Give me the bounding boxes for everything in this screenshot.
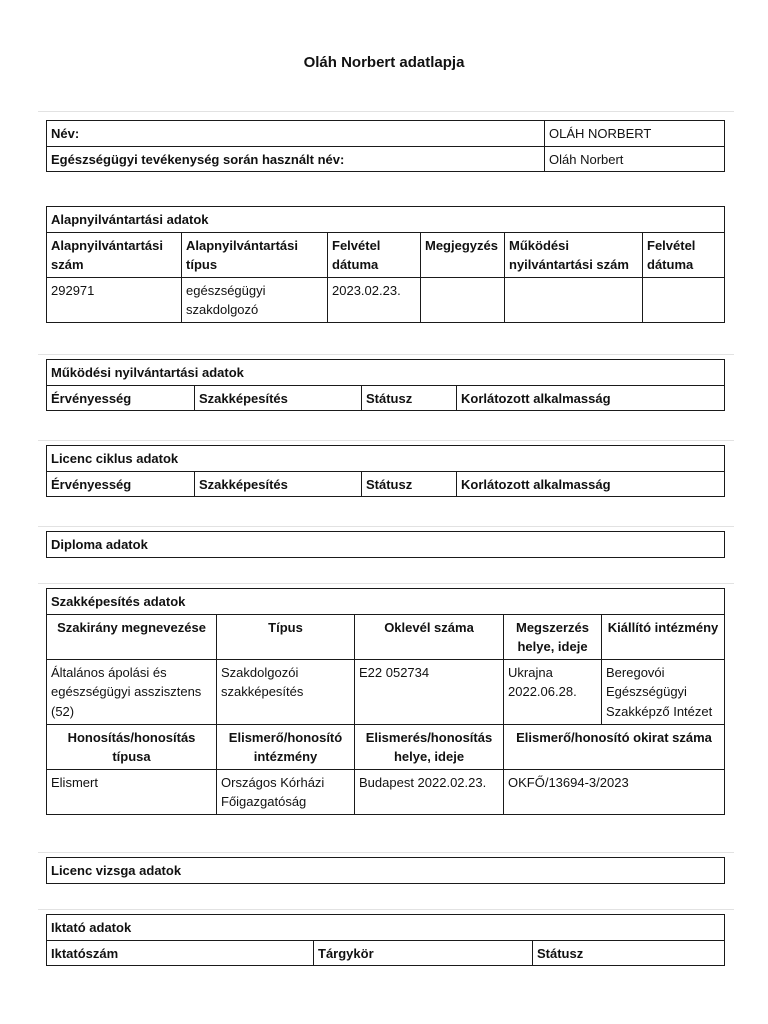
column-header: Iktatószám: [47, 940, 314, 966]
used-name-value: Oláh Norbert: [545, 146, 725, 172]
section-divider: [38, 111, 734, 112]
column-header: Működési nyilvántartási szám: [505, 232, 643, 277]
column-header: Honosítás/honosítás típusa: [47, 724, 217, 769]
basic-registry-table: [46, 206, 725, 323]
filing-heading: Iktató adatok: [47, 915, 725, 941]
section-divider: [38, 354, 734, 355]
column-header: Elismerés/honosítás helye, ideje: [355, 724, 504, 769]
table-cell: [505, 277, 643, 322]
column-header: Alapnyilvántartási szám: [47, 232, 182, 277]
column-header: Felvétel dátuma: [643, 232, 725, 277]
column-header: Elismerő/honosító okirat száma: [504, 724, 725, 769]
table-cell: Országos Kórházi Főigazgatóság: [217, 769, 355, 814]
column-header: Oklevél száma: [355, 614, 504, 659]
table-cell: 292971: [47, 277, 182, 322]
license-cycle-table: [46, 445, 725, 497]
column-header: Státusz: [362, 471, 457, 497]
column-header: Tárgykör: [314, 940, 533, 966]
qualification-heading: Szakképesítés adatok: [47, 589, 725, 615]
column-header: Szakképesítés: [195, 471, 362, 497]
section-divider: [38, 852, 734, 853]
table-cell: 2023.02.23.: [328, 277, 421, 322]
column-header: Alapnyilvántartási típus: [182, 232, 328, 277]
table-cell: Elismert: [47, 769, 217, 814]
table-cell: egészségügyi szakdolgozó: [182, 277, 328, 322]
column-header: Felvétel dátuma: [328, 232, 421, 277]
used-name-label: Egészségügyi tevékenység során használt név:: [47, 146, 545, 172]
table-cell: Általános ápolási és egészségügyi asszisztens (52): [47, 659, 217, 724]
section-divider: [38, 526, 734, 527]
page-title: Oláh Norbert adatlapja: [303, 54, 465, 71]
table-cell: Ukrajna 2022.06.28.: [504, 659, 602, 724]
table-cell: Szakdolgozói szakképesítés: [217, 659, 355, 724]
column-header: Szakirány megnevezése: [47, 614, 217, 659]
table-row: [47, 769, 725, 814]
table-cell: OKFŐ/13694-3/2023: [504, 769, 725, 814]
table-cell: [643, 277, 725, 322]
filing-table: [46, 914, 725, 966]
column-header: Szakképesítés: [195, 385, 362, 411]
table-row: [47, 277, 725, 322]
name-value: OLÁH NORBERT: [545, 121, 725, 147]
license-exam-heading: Licenc vizsga adatok: [47, 858, 725, 884]
column-header: Érvényesség: [47, 471, 195, 497]
column-header: Korlátozott alkalmasság: [457, 385, 725, 411]
basic-registry-heading: Alapnyilvántartási adatok: [47, 207, 725, 233]
column-header: Státusz: [362, 385, 457, 411]
section-divider: [38, 440, 734, 441]
section-divider: [38, 583, 734, 584]
qualification-table: [46, 588, 725, 815]
table-row: [47, 659, 725, 724]
name-label: Név:: [47, 121, 545, 147]
column-header: Korlátozott alkalmasság: [457, 471, 725, 497]
column-header: Típus: [217, 614, 355, 659]
table-cell: Beregovói Egészségügyi Szakképző Intézet: [602, 659, 725, 724]
column-header: Elismerő/honosító intézmény: [217, 724, 355, 769]
diploma-table: [46, 531, 725, 558]
column-header: Státusz: [533, 940, 725, 966]
table-cell: [421, 277, 505, 322]
diploma-heading: Diploma adatok: [47, 532, 725, 558]
table-cell: E22 052734: [355, 659, 504, 724]
column-header: Kiállító intézmény: [602, 614, 725, 659]
operating-registry-table: [46, 359, 725, 411]
table-cell: Budapest 2022.02.23.: [355, 769, 504, 814]
column-header: Megjegyzés: [421, 232, 505, 277]
license-cycle-heading: Licenc ciklus adatok: [47, 446, 725, 472]
column-header: Érvényesség: [47, 385, 195, 411]
section-divider: [38, 909, 734, 910]
operating-registry-heading: Működési nyilvántartási adatok: [47, 360, 725, 386]
personal-table: [46, 120, 725, 172]
license-exam-table: [46, 857, 725, 884]
column-header: Megszerzés helye, ideje: [504, 614, 602, 659]
